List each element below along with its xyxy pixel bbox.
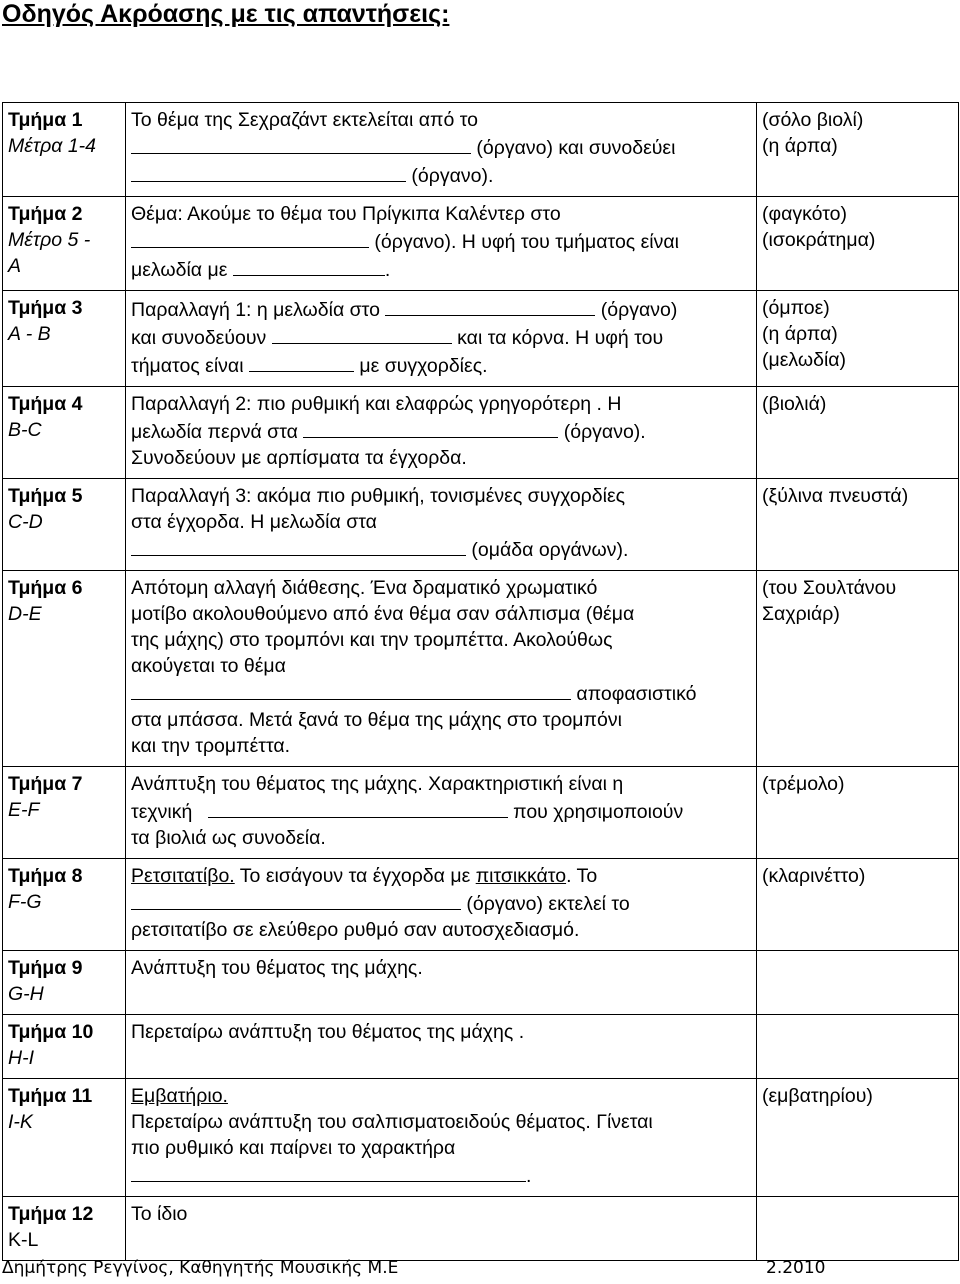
section-bars: G-H — [8, 983, 44, 1005]
description-line: Απότομη αλλαγή διάθεσης. Ένα δραματικό χρωματικό — [131, 577, 598, 599]
answer-blank — [131, 535, 466, 556]
description-line: Θέμα: Ακούμε το θέμα του Πρίγκιπα Καλέντερ στο — [131, 203, 561, 225]
description-cell — [126, 571, 757, 767]
description-cell — [126, 1079, 757, 1197]
table-row — [3, 571, 959, 767]
section-cell — [3, 103, 126, 197]
section-name: Τμήμα 12 — [8, 1203, 94, 1225]
description-line: Συνοδεύουν με αρπίσματα τα έγχορδα. — [131, 447, 467, 469]
description-text: τήματος είναι — [131, 355, 244, 377]
section-name: Τμήμα 1 — [8, 109, 83, 131]
description-cell — [126, 859, 757, 951]
table-row — [3, 951, 959, 1015]
description-text: μελωδία περνά στα — [131, 421, 298, 443]
section-cell — [3, 1079, 126, 1197]
description-text: (όργανο). — [411, 165, 494, 187]
section-cell — [3, 197, 126, 291]
description-line: της μάχης) στο τρομπόνι και την τρομπέττα. Ακολούθως — [131, 629, 613, 651]
answer-blank — [303, 417, 558, 438]
section-name: Τμήμα 2 — [8, 203, 83, 225]
description-cell — [126, 291, 757, 387]
answers-cell — [757, 479, 959, 571]
table-row — [3, 103, 959, 197]
answer-blank — [233, 255, 385, 276]
description-text: Το εισάγουν τα έγχορδα με — [234, 865, 476, 887]
table-row — [3, 859, 959, 951]
section-cell — [3, 767, 126, 859]
answer-text: (η άρπα) — [762, 323, 838, 345]
answers-cell — [757, 387, 959, 479]
description-text: (όργανο). — [563, 421, 646, 443]
answer-blank — [131, 161, 406, 182]
section-bars: D-E — [8, 603, 42, 625]
description-text: . — [384, 259, 391, 281]
section-cell — [3, 1015, 126, 1079]
description-line: ακούγεται το θέμα — [131, 655, 286, 677]
description-text: (όργανο). Η υφή του τμήματος είναι — [374, 231, 679, 253]
section-bars: F-G — [8, 891, 42, 913]
description-cell — [126, 1197, 757, 1261]
description-line: πιο ρυθμικό και παίρνει το χαρακτήρα — [131, 1137, 456, 1159]
description-line: Παραλλαγή 3: ακόμα πιο ρυθμική, τονισμένες συγχορδίες — [131, 485, 626, 507]
answers-cell — [757, 767, 959, 859]
table-row — [3, 197, 959, 291]
section-bars: C-D — [8, 511, 43, 533]
section-name: Τμήμα 10 — [8, 1021, 94, 1043]
section-bars: H-I — [8, 1047, 34, 1069]
description-cell — [126, 387, 757, 479]
description-text: που χρησιμοποιούν — [513, 801, 684, 823]
description-line: Περεταίρω ανάπτυξη του θέματος της μάχης . — [131, 1021, 525, 1043]
description-line: Ανάπτυξη του θέματος της μάχης. Χαρακτηριστική είναι η — [131, 773, 624, 795]
description-text: μελωδία με — [131, 259, 228, 281]
answer-blank — [272, 323, 452, 344]
answer-text: (βιολιά) — [762, 393, 827, 415]
description-cell — [126, 1015, 757, 1079]
description-text: με συγχορδίες. — [359, 355, 488, 377]
answer-blank — [249, 351, 354, 372]
answers-cell — [757, 859, 959, 951]
description-line: Περεταίρω ανάπτυξη του σαλπισματοειδούς θέματος. Γίνεται — [131, 1111, 653, 1133]
description-line: Το ίδιο — [131, 1203, 188, 1225]
answers-cell — [757, 1015, 959, 1079]
table-row — [3, 1079, 959, 1197]
footer-date: 2.2010 — [766, 1258, 826, 1278]
answer-blank — [131, 133, 471, 154]
section-bars: Μέτρα 1-4 — [8, 135, 96, 157]
listening-guide-table — [2, 102, 959, 1261]
description-text: (όργανο) — [600, 299, 678, 321]
description-line: Παραλλαγή 2: πιο ρυθμική και ελαφρώς γρηγορότερη . Η — [131, 393, 622, 415]
section-cell — [3, 479, 126, 571]
answer-blank — [131, 679, 571, 700]
table-row — [3, 767, 959, 859]
description-line: στα μπάσσα. Μετά ξανά το θέμα της μάχης στο τρομπόνι — [131, 709, 622, 731]
section-cell — [3, 291, 126, 387]
description-text: (όργανο) εκτελεί το — [466, 893, 630, 915]
answer-text: (του Σουλτάνου — [762, 577, 897, 599]
description-cell — [126, 103, 757, 197]
description-text: Παραλλαγή 1: η μελωδία στο — [131, 299, 380, 321]
description-cell — [126, 951, 757, 1015]
description-line: Το θέμα της Σεχραζάντ εκτελείται από το — [131, 109, 478, 131]
section-bars: E-F — [8, 799, 40, 821]
section-cell — [3, 951, 126, 1015]
section-cell — [3, 571, 126, 767]
description-cell — [126, 767, 757, 859]
answer-blank — [385, 295, 595, 316]
section-name: Τμήμα 6 — [8, 577, 83, 599]
description-line: ρετσιτατίβο σε ελεύθερο ρυθμό σαν αυτοσχεδιασμό. — [131, 919, 580, 941]
description-text: (ομάδα οργάνων). — [471, 539, 629, 561]
description-line: μοτίβο ακολουθούμενο από ένα θέμα σαν σάλπισμα (θέμα — [131, 603, 635, 625]
description-line: Ανάπτυξη του θέματος της μάχης. — [131, 957, 423, 979]
section-name: Τμήμα 3 — [8, 297, 83, 319]
answer-text: (ξύλινα πνευστά) — [762, 485, 909, 507]
description-text: τεχνική — [131, 801, 193, 823]
table-row — [3, 291, 959, 387]
answer-blank — [131, 889, 461, 910]
section-bars: A — [8, 255, 22, 277]
section-name: Τμήμα 5 — [8, 485, 83, 507]
answer-blank — [131, 227, 369, 248]
answers-cell — [757, 1079, 959, 1197]
term-recitativo: Ρετσιτατίβο. — [131, 865, 235, 887]
answer-text: (εμβατηρίου) — [762, 1085, 873, 1107]
section-bars: K-L — [8, 1229, 39, 1251]
answer-text: Σαχριάρ) — [762, 603, 840, 625]
section-bars: Μέτρο 5 - — [8, 229, 91, 251]
section-bars: A - B — [8, 323, 51, 345]
answer-text: (τρέμολο) — [762, 773, 845, 795]
description-text: . — [526, 1165, 532, 1187]
description-cell — [126, 197, 757, 291]
table-row — [3, 479, 959, 571]
description-line: στα έγχορδα. Η μελωδία στα — [131, 511, 377, 533]
answer-text: (κλαρινέττο) — [762, 865, 866, 887]
description-line: και την τρομπέττα. — [131, 735, 291, 757]
description-line: τα βιολιά ως συνοδεία. — [131, 827, 326, 849]
answer-text: (σόλο βιολί) — [762, 109, 864, 131]
answers-cell — [757, 291, 959, 387]
section-cell — [3, 1197, 126, 1261]
section-name: Τμήμα 7 — [8, 773, 83, 795]
section-cell — [3, 859, 126, 951]
term-march: Εμβατήριο. — [131, 1085, 228, 1107]
answers-cell — [757, 951, 959, 1015]
answer-text: (φαγκότο) — [762, 203, 848, 225]
answers-cell — [757, 197, 959, 291]
answer-text: (όμποε) — [762, 297, 830, 319]
section-name: Τμήμα 9 — [8, 957, 83, 979]
answers-cell — [757, 571, 959, 767]
footer-author: Δημήτρης Ρεγγίνος, Καθηγητής Μουσικής Μ.Ε — [2, 1258, 399, 1278]
answer-blank — [131, 1161, 526, 1182]
section-name: Τμήμα 4 — [8, 393, 83, 415]
table-row — [3, 1197, 959, 1261]
answer-blank — [208, 797, 508, 818]
answer-text: (η άρπα) — [762, 135, 838, 157]
section-bars: I-K — [8, 1111, 33, 1133]
answer-text: (μελωδία) — [762, 349, 847, 371]
answers-cell — [757, 1197, 959, 1261]
answer-text: (ισοκράτημα) — [762, 229, 876, 251]
answers-cell — [757, 103, 959, 197]
description-text: αποφασιστικό — [576, 683, 697, 705]
description-text: . Το — [566, 865, 598, 887]
table-row — [3, 1015, 959, 1079]
description-text: και συνοδεύουν — [131, 327, 267, 349]
term-pizzicato: πιτσικκάτο — [475, 865, 567, 887]
section-bars: B-C — [8, 419, 42, 441]
table-row — [3, 387, 959, 479]
description-cell — [126, 479, 757, 571]
section-name: Τμήμα 8 — [8, 865, 83, 887]
description-text: (όργανο) και συνοδεύει — [476, 137, 676, 159]
document-title: Οδηγός Ακρόασης με τις απαντήσεις: — [2, 0, 450, 28]
section-name: Τμήμα 11 — [8, 1085, 93, 1107]
description-text: και τα κόρνα. Η υφή του — [457, 327, 664, 349]
section-cell — [3, 387, 126, 479]
